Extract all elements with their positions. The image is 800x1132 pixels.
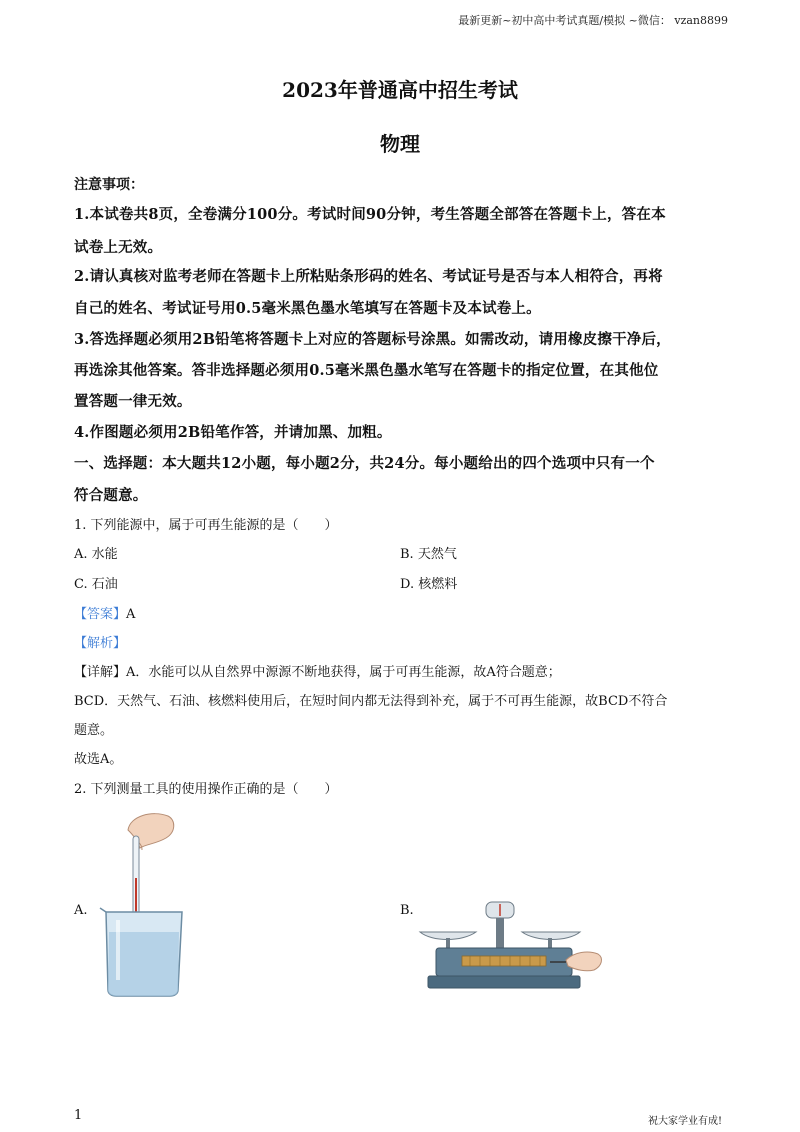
notes-line: 试卷上无效。 [74, 239, 163, 256]
question-2-stem: 2. 下列测量工具的使用操作正确的是（ ） [74, 782, 338, 797]
exam-title: 2023年普通高中招生考试 [282, 78, 518, 102]
thermometer-in-beaker-image [90, 808, 190, 1002]
notes-heading: 注意事项： [74, 177, 144, 193]
notes-line: 再选涂其他答案。答非选择题必须用0.5毫米黑色墨水笔写在答题卡的指定位置，在其他位 [74, 362, 659, 379]
question-1-stem: 1. 下列能源中，属于可再生能源的是（ ） [74, 518, 338, 533]
footer-note: 祝大家学业有成! [647, 1116, 722, 1127]
q1-analysis [74, 632, 126, 651]
detail-tag: 【详解】 [74, 665, 127, 680]
notes-line: 3.答选择题必须用2B铅笔将答题卡上对应的答题标号涂黑。如需改动，请用橡皮擦干净后， [74, 331, 671, 348]
q1-answer [74, 603, 135, 622]
q1-detail [74, 661, 561, 680]
section-heading: 一、选择题：本大题共12小题，每小题2分，共24分。每小题给出的四个选项中只有一个 [74, 455, 655, 472]
q2-option-a-label: A. [74, 903, 88, 918]
notes-line: 2.请认真核对监考老师在答题卡上所粘贴条形码的姓名、考试证号是否与本人相符合，再将 [74, 268, 663, 285]
detail-text: A．水能可以从自然界中源源不断地获得，属于可再生能源，故A符合题意； [126, 665, 561, 680]
section-heading-cont: 符合题意。 [74, 487, 148, 504]
exam-subject: 物理 [380, 132, 420, 156]
analysis-tag: 【解析】 [74, 636, 127, 651]
header-note: 最新更新~初中高中考试真题/模拟 ~微信： vzan8899 [458, 14, 728, 27]
notes-line: 置答题一律无效。 [74, 393, 192, 410]
answer-value: A [126, 607, 136, 622]
page-number: 1 [74, 1108, 83, 1123]
q1-option-d: D. 核燃料 [400, 577, 458, 592]
q1-detail-line2: BCD．天然气、石油、核燃料使用后，在短时间内都无法得到补充，属于不可再生能源，故BCD不符合 [74, 694, 668, 709]
notes-line: 1.本试卷共8页，全卷满分100分。考试时间90分钟，考生答题全部答在答题卡上，答在本 [74, 206, 666, 223]
q1-option-c: C. 石油 [74, 577, 118, 592]
answer-tag: 【答案】 [74, 607, 127, 622]
q1-detail-line3: 题意。 [74, 723, 114, 738]
notes-line: 4.作图题必须用2B铅笔作答，并请加黑、加粗。 [74, 424, 392, 441]
q1-conclusion: 故选A。 [74, 752, 123, 767]
notes-line: 自己的姓名、考试证号用0.5毫米黑色墨水笔填写在答题卡及本试卷上。 [74, 300, 541, 317]
q2-option-b-label: B. [400, 903, 414, 918]
q1-option-b: B. 天然气 [400, 547, 457, 562]
balance-scale-image [418, 900, 604, 1000]
q1-option-a: A. 水能 [74, 547, 118, 562]
